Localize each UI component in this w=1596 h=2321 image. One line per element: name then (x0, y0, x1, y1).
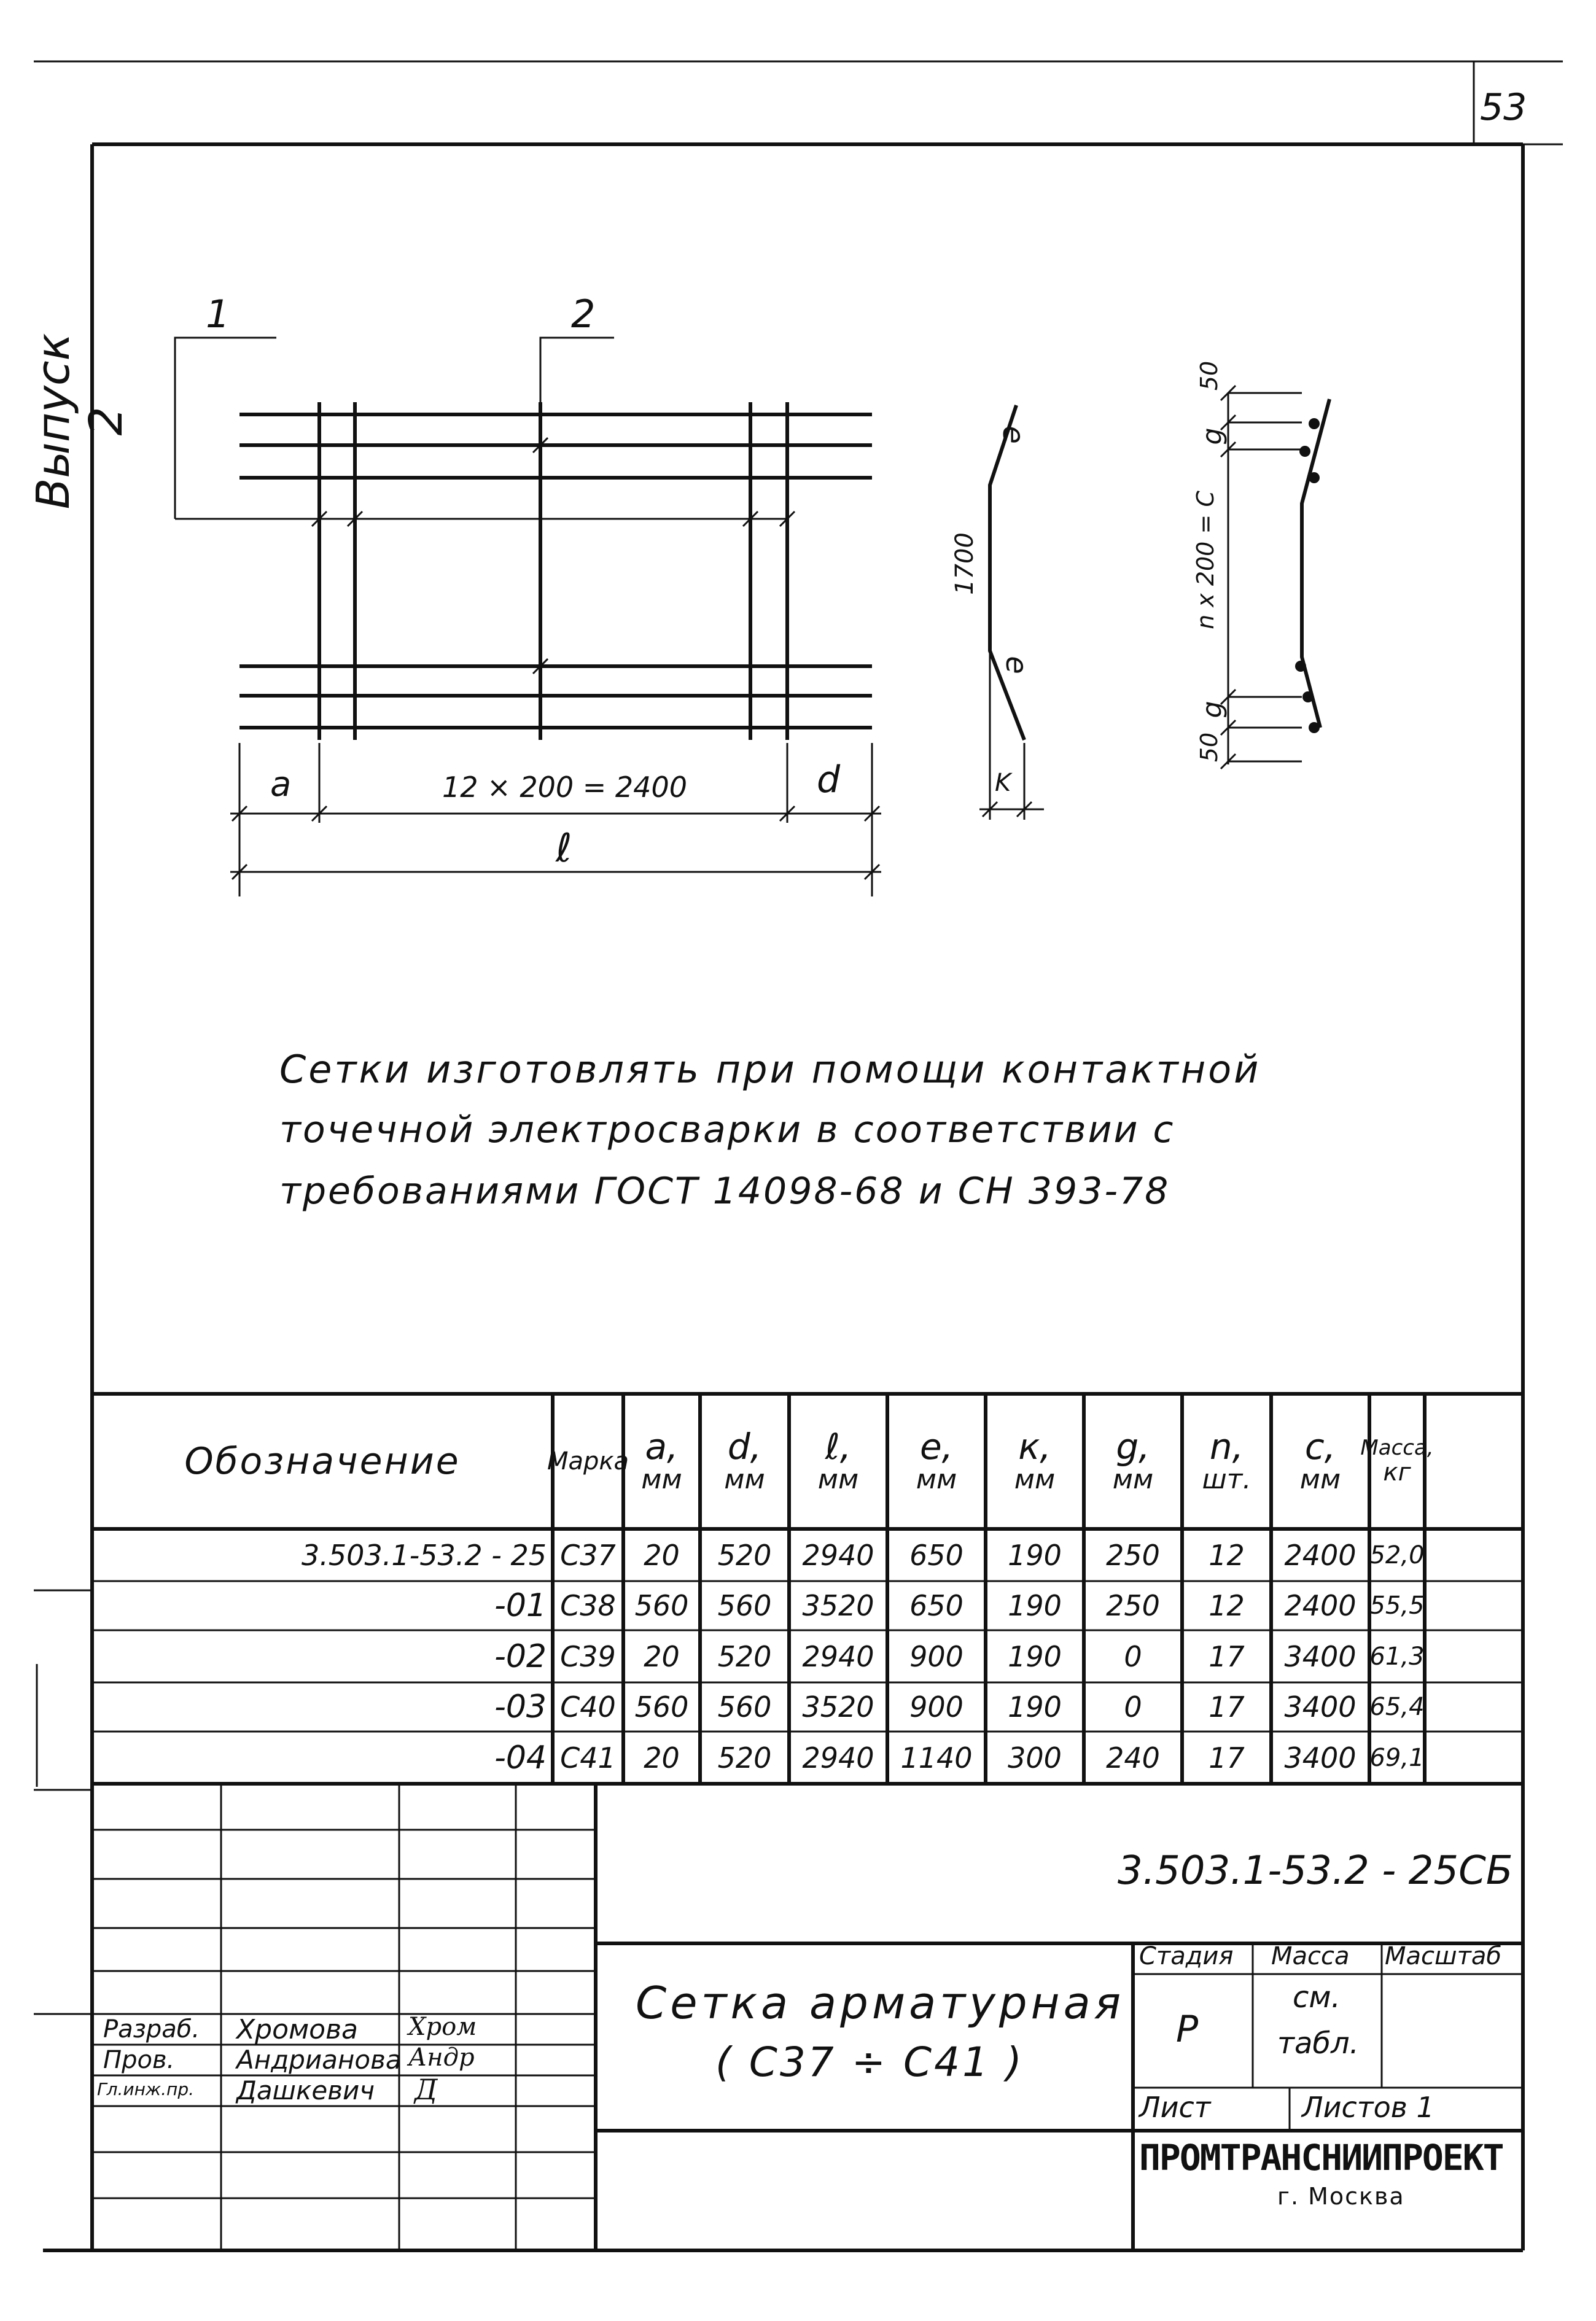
col-header-g-unit: мм (1112, 1464, 1154, 1496)
sheets-label: Листов 1 (1302, 2091, 1434, 2124)
profile-e-top: e (995, 426, 1030, 444)
table-cell-mass: 65,4 (1369, 1693, 1425, 1721)
col-header-e-top: e, (919, 1426, 954, 1468)
table-cell-n: 12 (1209, 1538, 1245, 1572)
table-cell-l: 2940 (802, 1741, 874, 1775)
signature-checker: Андр (408, 2043, 475, 2072)
table-cell-n: 17 (1209, 1639, 1245, 1673)
table-cell-k: 300 (1008, 1741, 1062, 1775)
table-cell-c: 2400 (1284, 1589, 1357, 1622)
note-line-2: точечной электросварки в соответствии с (279, 1108, 1175, 1151)
table-cell-k: 190 (1008, 1589, 1062, 1622)
stage-value: Р (1176, 2008, 1199, 2051)
table-cell-a: 20 (644, 1538, 680, 1572)
table-cell-k: 190 (1008, 1538, 1062, 1572)
col-header-k-top: к, (1018, 1426, 1051, 1468)
col-header-g-top: g, (1116, 1426, 1150, 1468)
table-cell-k: 190 (1008, 1690, 1062, 1724)
table-cell-n: 12 (1209, 1589, 1245, 1622)
mass-label: Масса (1271, 1942, 1350, 1970)
side-span: n x 200 = C (1191, 491, 1219, 629)
table-cell-mass: 55,5 (1369, 1592, 1425, 1620)
col-header-a-top: a, (645, 1426, 679, 1468)
col-header-mass-top: Масса, (1360, 1436, 1434, 1461)
sheet-title-line-1: Сетка арматурная (636, 1977, 1125, 2029)
table-cell-mark: С40 (560, 1690, 616, 1724)
page-number: 53 (1480, 86, 1527, 129)
col-header-n-unit: шт. (1202, 1464, 1251, 1496)
table-cell-designation: -03 (494, 1689, 547, 1725)
table-cell-c: 3400 (1284, 1690, 1357, 1724)
role-checker: Пров. (103, 2046, 175, 2074)
note-line-1: Сетки изготовлять при помощи контактной (279, 1047, 1261, 1092)
table-cell-a: 560 (634, 1690, 689, 1724)
table-cell-d: 560 (717, 1589, 772, 1622)
dim-l-label: ℓ (556, 826, 572, 871)
side-g-top: g (1196, 427, 1228, 445)
side-50-top: 50 (1196, 360, 1223, 391)
col-header-d-top: d, (727, 1426, 762, 1468)
table-cell-e: 650 (909, 1589, 963, 1622)
table-cell-g: 250 (1106, 1589, 1160, 1622)
table-cell-mark: С41 (560, 1741, 616, 1775)
table-cell-l: 3520 (802, 1690, 874, 1724)
table-cell-g: 0 (1124, 1639, 1142, 1673)
mass-value-1: см. (1293, 1980, 1341, 2015)
table-cell-a: 560 (634, 1589, 689, 1622)
table-cell-e: 900 (909, 1639, 963, 1673)
org-name: ПРОМТРАНСНИИПРОЕКТ (1139, 2137, 1503, 2179)
table-cell-d: 520 (717, 1639, 772, 1673)
note-line-3: требованиями ГОСТ 14098-68 и СН 393-78 (279, 1170, 1170, 1213)
callout-2: 2 (571, 292, 596, 336)
table-cell-mass: 61,3 (1369, 1642, 1425, 1671)
col-header-e-unit: мм (916, 1464, 957, 1496)
stage-label: Стадия (1139, 1942, 1234, 1970)
col-header-l-unit: мм (817, 1464, 859, 1496)
table-cell-e: 650 (909, 1538, 963, 1572)
table-cell-g: 0 (1124, 1690, 1142, 1724)
table-cell-n: 17 (1209, 1741, 1245, 1775)
table-cell-e: 1140 (900, 1741, 973, 1775)
col-header-l-top: ℓ, (825, 1426, 852, 1468)
sheet-label: Лист (1139, 2091, 1211, 2124)
table-cell-designation: -04 (494, 1739, 547, 1776)
table-cell-a: 20 (644, 1741, 680, 1775)
table-cell-g: 250 (1106, 1538, 1160, 1572)
name-chief-engineer: Дашкевич (236, 2075, 375, 2105)
dim-d-label: d (817, 758, 841, 801)
table-cell-designation: -02 (494, 1638, 547, 1675)
col-header-c-unit: мм (1299, 1464, 1341, 1496)
profile-k: K (995, 769, 1011, 797)
name-developer: Хромова (236, 2014, 358, 2045)
table-cell-designation: -01 (494, 1587, 547, 1624)
table-cell-e: 900 (909, 1690, 963, 1724)
signature-developer: Хром (408, 2013, 477, 2041)
side-label: Выпуск 2 (27, 333, 133, 510)
sheet-title-line-2: ( С37 ÷ С41 ) (715, 2039, 1024, 2086)
side-50-bottom: 50 (1196, 732, 1223, 763)
table-cell-n: 17 (1209, 1690, 1245, 1724)
table-cell-mass: 69,1 (1369, 1743, 1425, 1772)
table-cell-d: 560 (717, 1690, 772, 1724)
col-header-n-top: n, (1209, 1426, 1244, 1468)
name-checker: Андрианова (236, 2045, 402, 2075)
col-header-a-unit: мм (641, 1464, 682, 1496)
table-cell-k: 190 (1008, 1639, 1062, 1673)
org-city: г. Москва (1277, 2183, 1405, 2210)
table-cell-mark: С37 (560, 1538, 616, 1572)
table-cell-mass: 52,0 (1369, 1541, 1425, 1569)
col-header-mark-label: Марка (547, 1447, 629, 1475)
side-g-bottom: g (1196, 701, 1228, 718)
table-cell-d: 520 (717, 1741, 772, 1775)
signature-chief-engineer: Д (415, 2073, 438, 2106)
role-chief-engineer: Гл.инж.пр. (97, 2079, 195, 2099)
scale-label: Масштаб (1385, 1942, 1502, 1970)
callout-1: 1 (206, 292, 230, 336)
table-cell-d: 520 (717, 1538, 772, 1572)
mass-value-2: табл. (1277, 2026, 1359, 2061)
table-cell-l: 2940 (802, 1639, 874, 1673)
table-cell-a: 20 (644, 1639, 680, 1673)
dim-span-label: 12 × 200 = 2400 (442, 771, 687, 804)
table-cell-mark: С39 (560, 1639, 616, 1673)
col-header-d-unit: мм (724, 1464, 765, 1496)
profile-e-bottom: e (998, 656, 1034, 674)
table-cell-c: 3400 (1284, 1639, 1357, 1673)
table-cell-g: 240 (1106, 1741, 1160, 1775)
col-header-mass-unit: кг (1383, 1458, 1411, 1487)
doc-code: 3.503.1-53.2 - 25СБ (1118, 1848, 1513, 1894)
dim-a-label: a (270, 764, 292, 804)
table-cell-mark: С38 (560, 1589, 616, 1622)
col-header-c-top: c, (1304, 1426, 1336, 1468)
role-developer: Разраб. (103, 2015, 200, 2043)
table-cell-c: 2400 (1284, 1538, 1357, 1572)
table-cell-c: 3400 (1284, 1741, 1357, 1775)
table-cell-l: 2940 (802, 1538, 874, 1572)
table-cell-l: 3520 (802, 1589, 874, 1622)
col-header-designation-label: Обозначение (184, 1439, 461, 1483)
col-header-k-unit: мм (1014, 1464, 1056, 1496)
table-cell-designation: 3.503.1-53.2 - 25 (302, 1538, 547, 1572)
profile-height: 1700 (950, 532, 979, 595)
